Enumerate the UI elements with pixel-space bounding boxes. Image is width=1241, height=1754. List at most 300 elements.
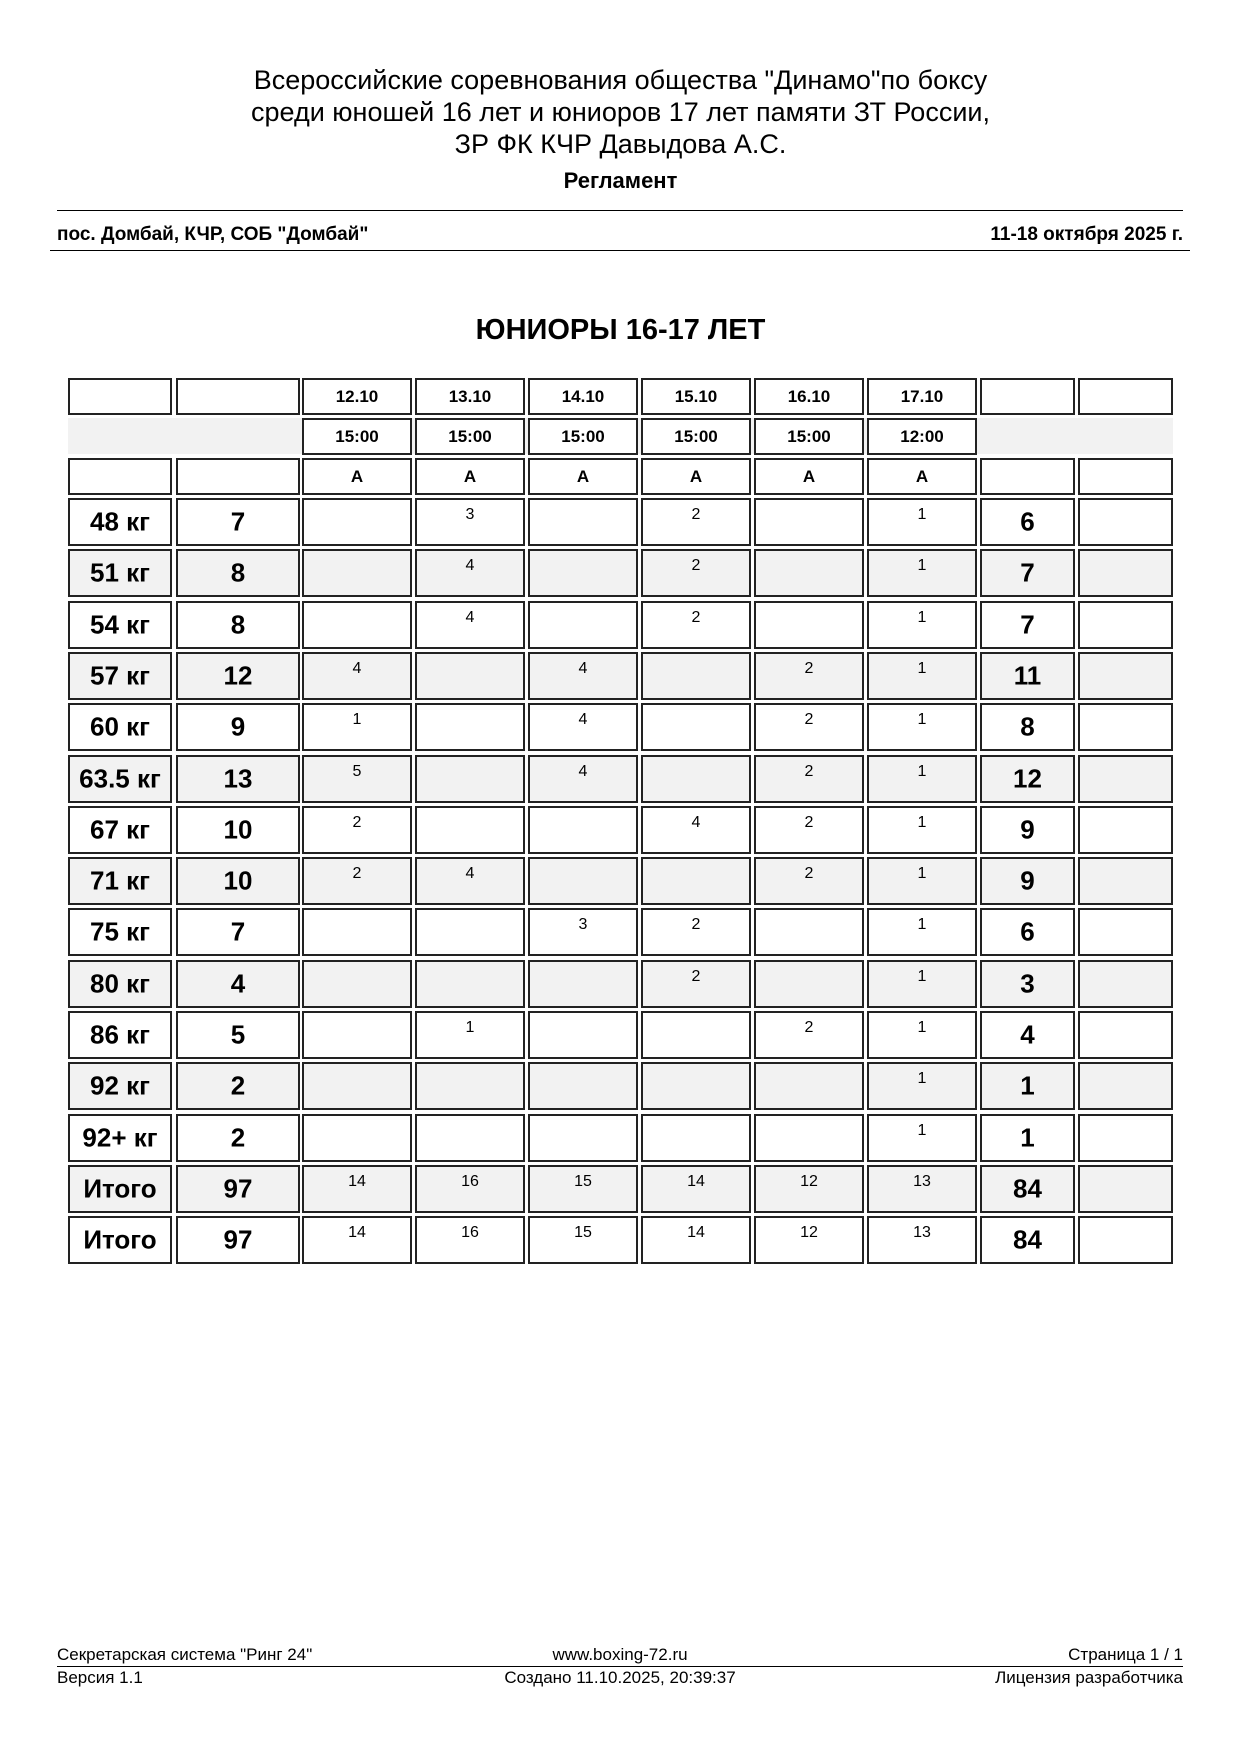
- table-cell: [528, 755, 638, 803]
- total-bouts: 84: [1013, 1173, 1042, 1204]
- header-date-cell: [641, 378, 751, 415]
- table-cell: [176, 1011, 300, 1059]
- header-time-cell: [754, 418, 864, 455]
- day-bouts: 4: [352, 660, 362, 677]
- title-line-2: среди юношей 16 лет и юниоров 17 лет памяти ЗТ России,: [251, 97, 990, 127]
- table-cell: [302, 1011, 412, 1059]
- table-cell: [754, 1216, 864, 1264]
- day-bouts: 1: [465, 1019, 475, 1036]
- total-bouts: 1: [1020, 1122, 1035, 1153]
- header-date: 17.10: [900, 386, 944, 406]
- table-cell: [302, 601, 412, 649]
- table-cell: [867, 703, 977, 751]
- table-cell: [302, 960, 412, 1008]
- table-cell: [415, 960, 525, 1008]
- table-cell: [867, 908, 977, 956]
- table-cell: [176, 703, 300, 751]
- header-date-cell: [415, 378, 525, 415]
- table-cell: [641, 549, 751, 597]
- table-cell: [68, 908, 172, 956]
- total-bouts: 6: [1020, 916, 1035, 947]
- event-dates: 11-18 октября 2025 г.: [990, 224, 1183, 245]
- header-blank-cell: [980, 378, 1075, 415]
- entries-count: 13: [223, 763, 253, 794]
- footer-rule: [57, 1666, 1183, 1667]
- table-cell: [68, 549, 172, 597]
- table-cell: [415, 857, 525, 905]
- table-cell: [867, 806, 977, 854]
- table-cell: [302, 1114, 412, 1162]
- table-cell: [176, 601, 300, 649]
- table-cell: [980, 703, 1075, 751]
- table-cell: [641, 755, 751, 803]
- title-line-1: Всероссийские соревнования общества "Динамо"по боксу: [253, 65, 988, 95]
- day-bouts: 4: [578, 660, 588, 677]
- day-bouts: 2: [691, 557, 701, 574]
- table-cell: [867, 1216, 977, 1264]
- table-cell: [641, 1165, 751, 1213]
- table-cell: [867, 601, 977, 649]
- table-cell: [867, 755, 977, 803]
- header-time: 15:00: [787, 426, 831, 446]
- day-bouts: 13: [913, 1173, 931, 1190]
- table-cell: [176, 857, 300, 905]
- total-bouts: 12: [1013, 763, 1042, 794]
- table-cell: [754, 960, 864, 1008]
- table-cell: [754, 549, 864, 597]
- document-subtitle: Регламент: [563, 168, 678, 193]
- header-time: 15:00: [448, 426, 492, 446]
- table-cell: [176, 806, 300, 854]
- weight-category: 60 кг: [90, 711, 150, 742]
- header-date: 12.10: [335, 386, 379, 406]
- day-bouts: 5: [352, 763, 362, 780]
- day-bouts: 3: [578, 916, 588, 933]
- table-cell: [1078, 498, 1173, 546]
- table-cell: [302, 498, 412, 546]
- table-cell: [528, 1114, 638, 1162]
- header-time-cell: [415, 418, 525, 455]
- table-cell: [641, 1011, 751, 1059]
- table-cell: [1078, 1165, 1173, 1213]
- table-cell: [302, 1062, 412, 1110]
- table-cell: [415, 549, 525, 597]
- total-bouts: 6: [1020, 506, 1035, 537]
- day-bouts: 1: [917, 506, 927, 523]
- header-blank-cell: [68, 458, 172, 495]
- header-blank-cell: [68, 378, 172, 415]
- day-bouts: 2: [804, 865, 814, 882]
- header-ring-cell: [528, 458, 638, 495]
- table-cell: [68, 1011, 172, 1059]
- header-blank-cell: [980, 458, 1075, 495]
- day-bouts: 2: [804, 763, 814, 780]
- table-cell: [1078, 806, 1173, 854]
- venue-text: пос. Домбай, КЧР, СОБ "Домбай": [57, 224, 369, 245]
- day-bouts: 1: [917, 814, 927, 831]
- table-cell: [1078, 703, 1173, 751]
- total-bouts: 84: [1013, 1224, 1042, 1255]
- header-ring: А: [689, 466, 703, 486]
- table-cell: [302, 806, 412, 854]
- table-cell: [68, 1062, 172, 1110]
- footer-page: Страница 1 / 1: [1068, 1645, 1183, 1664]
- header-time: 12:00: [900, 426, 944, 446]
- table-cell: [867, 498, 977, 546]
- total-bouts: 7: [1020, 557, 1035, 588]
- header-date: 14.10: [561, 386, 605, 406]
- table-cell: [1078, 755, 1173, 803]
- table-cell: [1078, 1062, 1173, 1110]
- table-cell: [528, 960, 638, 1008]
- table-cell: [415, 1165, 525, 1213]
- table-cell: [68, 703, 172, 751]
- entries-count: 9: [230, 711, 246, 742]
- day-bouts: 4: [465, 865, 475, 882]
- table-cell: [415, 908, 525, 956]
- table-cell: [176, 498, 300, 546]
- table-cell: [415, 498, 525, 546]
- table-cell: [68, 755, 172, 803]
- table-cell: [176, 1114, 300, 1162]
- table-cell: [641, 1114, 751, 1162]
- table-cell: [980, 601, 1075, 649]
- table-cell: [528, 652, 638, 700]
- table-cell: [754, 755, 864, 803]
- weight-category: 57 кг: [90, 660, 150, 691]
- table-cell: [980, 908, 1075, 956]
- entries-count: 10: [223, 865, 253, 896]
- day-bouts: 15: [574, 1224, 592, 1241]
- table-cell: [754, 601, 864, 649]
- total-bouts: 9: [1020, 865, 1035, 896]
- table-cell: [980, 806, 1075, 854]
- footer-created: Создано 11.10.2025, 20:39:37: [504, 1668, 736, 1687]
- table-cell: [980, 1165, 1075, 1213]
- header-ring-cell: [415, 458, 525, 495]
- table-cell: [1078, 652, 1173, 700]
- table-cell: [302, 857, 412, 905]
- table-cell: [68, 601, 172, 649]
- weight-category: Итого: [83, 1173, 157, 1204]
- header-ring: А: [802, 466, 816, 486]
- table-cell: [867, 1165, 977, 1213]
- day-bouts: 2: [691, 968, 701, 985]
- table-cell: [415, 703, 525, 751]
- header-date: 13.10: [448, 386, 492, 406]
- header-blank-cell: [1078, 458, 1173, 495]
- day-bouts: 1: [917, 1122, 927, 1139]
- table-cell: [754, 1062, 864, 1110]
- day-bouts: 2: [691, 609, 701, 626]
- header-time: 15:00: [561, 426, 605, 446]
- header-time-cell: [302, 418, 412, 455]
- header-ring: А: [576, 466, 590, 486]
- total-bouts: 9: [1020, 814, 1035, 845]
- section-title: ЮНИОРЫ 16-17 ЛЕТ: [475, 314, 766, 346]
- day-bouts: 1: [917, 1019, 927, 1036]
- day-bouts: 4: [578, 763, 588, 780]
- table-cell: [754, 908, 864, 956]
- table-cell: [68, 806, 172, 854]
- day-bouts: 1: [352, 711, 362, 728]
- day-bouts: 3: [465, 506, 475, 523]
- table-cell: [528, 703, 638, 751]
- table-cell: [754, 652, 864, 700]
- header-blank-cell: [176, 458, 300, 495]
- table-cell: [176, 960, 300, 1008]
- total-bouts: 8: [1020, 711, 1035, 742]
- footer-version: Версия 1.1: [57, 1668, 143, 1687]
- table-cell: [68, 498, 172, 546]
- entries-count: 4: [230, 968, 246, 999]
- table-cell: [1078, 1011, 1173, 1059]
- table-cell: [68, 960, 172, 1008]
- table-cell: [867, 549, 977, 597]
- table-cell: [867, 1114, 977, 1162]
- day-bouts: 1: [917, 865, 927, 882]
- entries-count: 8: [230, 609, 246, 640]
- table-cell: [302, 1165, 412, 1213]
- header-date-cell: [528, 378, 638, 415]
- weight-category: 63.5 кг: [79, 763, 161, 794]
- day-bouts: 14: [348, 1173, 366, 1190]
- table-cell: [68, 1216, 172, 1264]
- header-blank-cell: [1078, 378, 1173, 415]
- table-cell: [1078, 1114, 1173, 1162]
- weight-category: 92 кг: [90, 1070, 150, 1101]
- weight-category: Итого: [83, 1224, 157, 1255]
- day-bouts: 16: [461, 1173, 479, 1190]
- table-cell: [641, 806, 751, 854]
- table-cell: [415, 1011, 525, 1059]
- header-date-cell: [867, 378, 977, 415]
- entries-count: 10: [223, 814, 253, 845]
- day-bouts: 2: [691, 506, 701, 523]
- table-cell: [1078, 857, 1173, 905]
- table-cell: [1078, 908, 1173, 956]
- day-bouts: 12: [800, 1224, 818, 1241]
- table-cell: [302, 652, 412, 700]
- header-ring: А: [350, 466, 364, 486]
- table-cell: [528, 806, 638, 854]
- table-cell: [980, 1011, 1075, 1059]
- total-bouts: 7: [1020, 609, 1035, 640]
- day-bouts: 16: [461, 1224, 479, 1241]
- table-cell: [415, 1216, 525, 1264]
- table-cell: [176, 1165, 300, 1213]
- table-cell: [754, 806, 864, 854]
- total-bouts: 3: [1020, 968, 1035, 999]
- table-cell: [641, 908, 751, 956]
- day-bouts: 1: [917, 1070, 927, 1087]
- weight-category: 71 кг: [90, 865, 150, 896]
- table-cell: [980, 857, 1075, 905]
- day-bouts: 4: [465, 557, 475, 574]
- entries-count: 2: [230, 1070, 246, 1101]
- day-bouts: 14: [687, 1224, 705, 1241]
- day-bouts: 2: [691, 916, 701, 933]
- weight-category: 80 кг: [90, 968, 150, 999]
- table-cell: [641, 703, 751, 751]
- header-ring: А: [915, 466, 929, 486]
- table-cell: [1078, 601, 1173, 649]
- table-cell: [68, 1165, 172, 1213]
- table-cell: [980, 1216, 1075, 1264]
- table-cell: [867, 1062, 977, 1110]
- weight-category: 48 кг: [90, 506, 150, 537]
- day-bouts: 2: [352, 814, 362, 831]
- table-cell: [528, 498, 638, 546]
- header-ring-cell: [867, 458, 977, 495]
- table-cell: [980, 755, 1075, 803]
- table-cell: [754, 1011, 864, 1059]
- entries-count: 7: [230, 506, 246, 537]
- day-bouts: 14: [687, 1173, 705, 1190]
- day-bouts: 4: [691, 814, 701, 831]
- table-cell: [415, 1114, 525, 1162]
- day-bouts: 1: [917, 916, 927, 933]
- entries-count: 97: [223, 1173, 253, 1204]
- day-bouts: 2: [352, 865, 362, 882]
- table-cell: [980, 1114, 1075, 1162]
- day-bouts: 1: [917, 660, 927, 677]
- table-cell: [754, 1114, 864, 1162]
- entries-count: 5: [230, 1019, 246, 1050]
- table-cell: [980, 498, 1075, 546]
- table-cell: [528, 1011, 638, 1059]
- day-bouts: 2: [804, 711, 814, 728]
- table-cell: [68, 1114, 172, 1162]
- weight-category: 67 кг: [90, 814, 150, 845]
- table-cell: [980, 960, 1075, 1008]
- day-bouts: 14: [348, 1224, 366, 1241]
- day-bouts: 1: [917, 968, 927, 985]
- entries-count: 2: [230, 1122, 246, 1153]
- table-cell: [176, 755, 300, 803]
- table-cell: [528, 549, 638, 597]
- table-cell: [528, 908, 638, 956]
- day-bouts: 2: [804, 660, 814, 677]
- table-cell: [641, 498, 751, 546]
- footer-website: www.boxing-72.ru: [552, 1645, 688, 1664]
- table-cell: [641, 1216, 751, 1264]
- entries-count: 8: [230, 557, 246, 588]
- table-cell: [415, 601, 525, 649]
- weight-category: 75 кг: [90, 916, 150, 947]
- table-cell: [68, 652, 172, 700]
- title-line-3: ЗР ФК КЧР Давыдова А.С.: [454, 129, 787, 159]
- table-cell: [176, 652, 300, 700]
- weight-category: 51 кг: [90, 557, 150, 588]
- weight-category: 54 кг: [90, 609, 150, 640]
- table-cell: [980, 652, 1075, 700]
- table-cell: [754, 703, 864, 751]
- day-bouts: 2: [804, 814, 814, 831]
- table-cell: [176, 1216, 300, 1264]
- header-ring-cell: [641, 458, 751, 495]
- table-cell: [641, 1062, 751, 1110]
- day-bouts: 1: [917, 609, 927, 626]
- total-bouts: 4: [1020, 1019, 1035, 1050]
- day-bouts: 1: [917, 711, 927, 728]
- table-cell: [415, 755, 525, 803]
- table-cell: [176, 908, 300, 956]
- total-bouts: 11: [1013, 660, 1042, 691]
- weight-category: 86 кг: [90, 1019, 150, 1050]
- table-cell: [176, 549, 300, 597]
- table-cell: [754, 498, 864, 546]
- table-cell: [867, 857, 977, 905]
- table-cell: [980, 549, 1075, 597]
- header-ring-cell: [302, 458, 412, 495]
- day-bouts: 15: [574, 1173, 592, 1190]
- header-date-cell: [302, 378, 412, 415]
- total-bouts: 1: [1020, 1070, 1035, 1101]
- header-date: 16.10: [787, 386, 831, 406]
- day-bouts: 4: [465, 609, 475, 626]
- header-ring-cell: [754, 458, 864, 495]
- table-cell: [415, 652, 525, 700]
- table-cell: [980, 1062, 1075, 1110]
- day-bouts: 12: [800, 1173, 818, 1190]
- table-cell: [641, 960, 751, 1008]
- table-cell: [641, 652, 751, 700]
- table-cell: [528, 1165, 638, 1213]
- day-bouts: 2: [804, 1019, 814, 1036]
- table-cell: [415, 806, 525, 854]
- entries-count: 12: [223, 660, 253, 691]
- table-cell: [867, 652, 977, 700]
- table-cell: [528, 1216, 638, 1264]
- header-date: 15.10: [674, 386, 718, 406]
- header-date-cell: [754, 378, 864, 415]
- header-blank-cell: [176, 378, 300, 415]
- table-cell: [754, 857, 864, 905]
- day-bouts: 1: [917, 763, 927, 780]
- header-time: 15:00: [674, 426, 718, 446]
- table-cell: [302, 703, 412, 751]
- table-cell: [176, 1062, 300, 1110]
- footer-license: Лицензия разработчика: [995, 1668, 1183, 1687]
- entries-count: 7: [230, 916, 246, 947]
- table-cell: [641, 601, 751, 649]
- header-time-cell: [641, 418, 751, 455]
- table-cell: [528, 1062, 638, 1110]
- table-cell: [754, 1165, 864, 1213]
- header-ring: А: [463, 466, 477, 486]
- table-cell: [302, 1216, 412, 1264]
- table-cell: [1078, 549, 1173, 597]
- entries-count: 97: [223, 1224, 253, 1255]
- table-cell: [867, 1011, 977, 1059]
- header-time-cell: [867, 418, 977, 455]
- table-cell: [528, 601, 638, 649]
- header-time-cell: [528, 418, 638, 455]
- table-cell: [302, 755, 412, 803]
- day-bouts: 13: [913, 1224, 931, 1241]
- header-time: 15:00: [335, 426, 379, 446]
- day-bouts: 4: [578, 711, 588, 728]
- table-cell: [1078, 960, 1173, 1008]
- table-cell: [1078, 1216, 1173, 1264]
- table-cell: [68, 857, 172, 905]
- weight-category: 92+ кг: [82, 1122, 158, 1153]
- day-bouts: 1: [917, 557, 927, 574]
- table-cell: [302, 549, 412, 597]
- table-cell: [528, 857, 638, 905]
- table-cell: [302, 908, 412, 956]
